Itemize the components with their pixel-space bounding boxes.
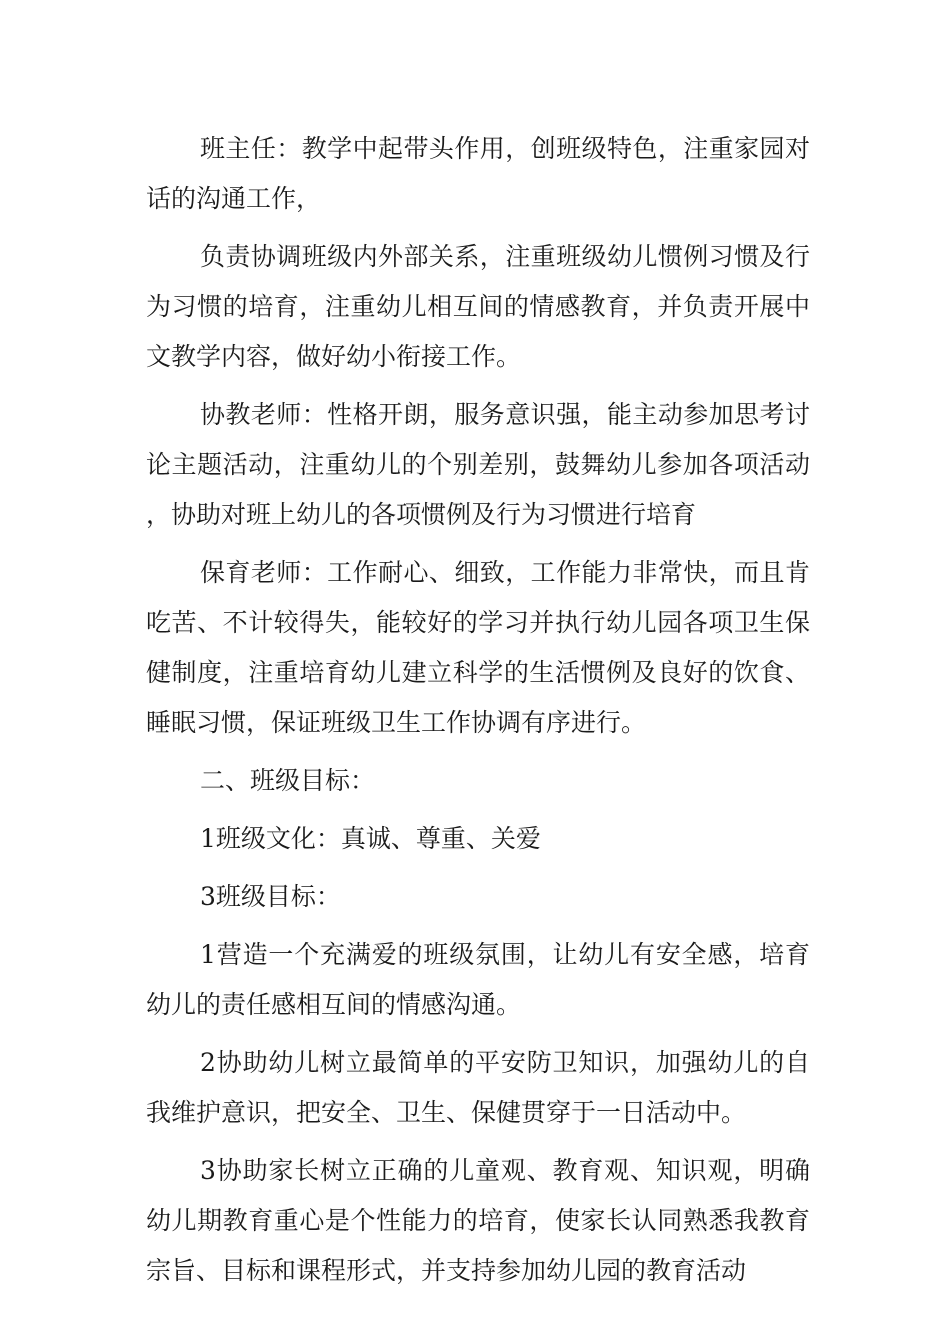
paragraph-head-teacher: 班主任：教学中起带头作用，创班级特色，注重家园对话的沟通工作， [146, 134, 810, 213]
document-page [146, 124, 810, 1304]
section-heading-class-goals: 二、班级目标： [200, 766, 376, 795]
paragraph-class-culture: 1班级文化：真诚、尊重、关爱 [200, 824, 541, 853]
paragraph-goal-2: 2协助幼儿树立最简单的平安防卫知识，加强幼儿的自我维护意识，把安全、卫生、保健贯穿于一日活动中。 [146, 1048, 810, 1127]
paragraph-care-teacher: 保育老师：工作耐心、细致，工作能力非常快，而且肯吃苦、不计较得失，能较好的学习并执行幼儿园各项卫生保健制度，注重培育幼儿建立科学的生活惯例及良好的饮食、睡眠习惯，保证班级卫生工作协调有序进行。 [146, 558, 810, 737]
paragraph-goal-1: 1营造一个充满爱的班级氛围，让幼儿有安全感，培育幼儿的责任感相互间的情感沟通。 [146, 940, 810, 1019]
paragraph-assistant-teacher: 协教老师：性格开朗，服务意识强，能主动参加思考讨论主题活动，注重幼儿的个别差别，鼓舞幼儿参加各项活动，协助对班上幼儿的各项惯例及行为习惯进行培育 [146, 400, 810, 529]
paragraph-goal-3: 3协助家长树立正确的儿童观、教育观、知识观，明确幼儿期教育重心是个性能力的培育，使家长认同熟悉我教育宗旨、目标和课程形式，并支持参加幼儿园的教育活动 [146, 1156, 810, 1285]
paragraph-class-goals-label: 3班级目标： [200, 882, 341, 911]
paragraph-coordination: 负责协调班级内外部关系，注重班级幼儿惯例习惯及行为习惯的培育，注重幼儿相互间的情感教育，并负责开展中文教学内容，做好幼小衔接工作。 [146, 242, 810, 371]
